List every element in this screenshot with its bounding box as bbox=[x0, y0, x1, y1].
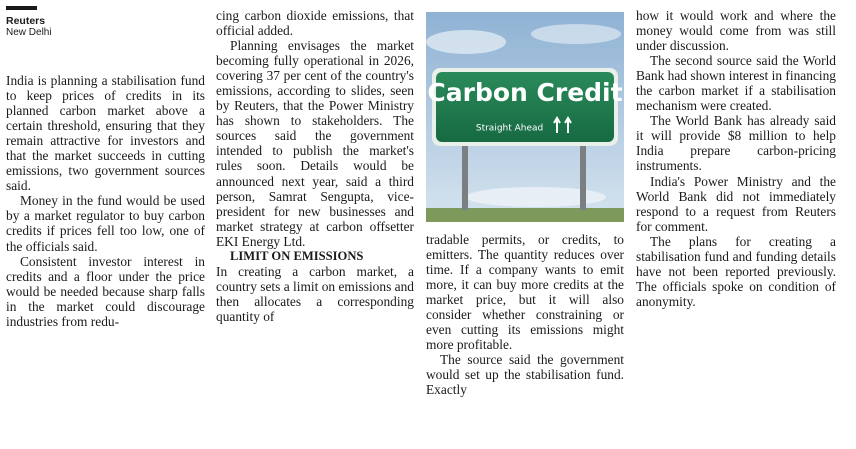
cloud bbox=[531, 24, 621, 44]
paragraph: The second source said the World Bank had shown interest in financing the carbon market if a stabilisation mechanism were created. bbox=[636, 53, 836, 114]
sign-subtitle: Straight Ahead bbox=[475, 123, 544, 134]
paragraph: cing carbon dioxide emissions, that official added. bbox=[216, 8, 414, 39]
article-column-2 bbox=[216, 8, 414, 324]
paragraph: Money in the fund would be used by a market regulator to buy carbon credits if prices fell too low, one of the officials said. bbox=[6, 193, 205, 254]
paragraph: Planning envisages the market becoming fully operational in 2026, covering 37 per cent of the country's emissions, according to slides, seen by Reuters, that the Power Ministry has shown to stakeholders. The sources said the government intended to publish the market's rules soon. Details would be announced next year, said a third person, Samrat Sengupta, vice-president for new businesses and market strategy at carbon offsetter EKI Energy Ltd. bbox=[216, 38, 414, 249]
article-column-4 bbox=[636, 8, 836, 309]
paragraph: The plans for creating a stabilisation fund and funding details have not been reported previously. The officials spoke on condition of anonymity. bbox=[636, 233, 836, 309]
paragraph: Consistent investor interest in credits and a floor under the price would be needed because sharp falls in the market could discourage industries from redu- bbox=[6, 253, 205, 329]
paragraph: The source said the government would set up the stabilisation fund. Exactly bbox=[426, 352, 624, 398]
paragraph: how it would work and where the money would come from was still under discussion. bbox=[636, 8, 836, 54]
sign-subtitle-row bbox=[426, 116, 624, 141]
subhead: LIMIT ON EMISSIONS bbox=[230, 248, 364, 263]
article-column-1 bbox=[6, 0, 205, 329]
paragraph: In creating a carbon market, a country sets a limit on emissions and then allocates a corresponding quantity of bbox=[216, 263, 414, 324]
article-column-3 bbox=[426, 232, 624, 398]
sign-title: Carbon Credit bbox=[427, 78, 623, 107]
byline: Reuters bbox=[6, 15, 46, 27]
cloud bbox=[426, 30, 506, 54]
byline-rule bbox=[6, 6, 37, 10]
dateline: New Delhi bbox=[6, 27, 52, 38]
paragraph: The World Bank has already said it will provide $8 million to help India prepare carbon-pricing instruments. bbox=[636, 113, 836, 174]
grass bbox=[426, 208, 624, 222]
paragraph: India's Power Ministry and the World Bank did not immediately respond to a request from Reuters for comment. bbox=[636, 173, 836, 234]
carbon-credit-sign-photo bbox=[426, 12, 624, 222]
paragraph: India is planning a stabilisation fund to keep prices of credits in its planned carbon market above a certain threshold, ensuring that they remain attractive for investors and that the market succeeds in cutting emissions, two government sources said. bbox=[6, 73, 205, 194]
up-arrows-icon bbox=[552, 116, 574, 141]
paragraph: tradable permits, or credits, to emitters. The quantity reduces over time. If a company wants to emit more, it can buy more credits at the market price, but it will also consider whether constraining or even cutting its emissions might more profitable. bbox=[426, 232, 624, 353]
